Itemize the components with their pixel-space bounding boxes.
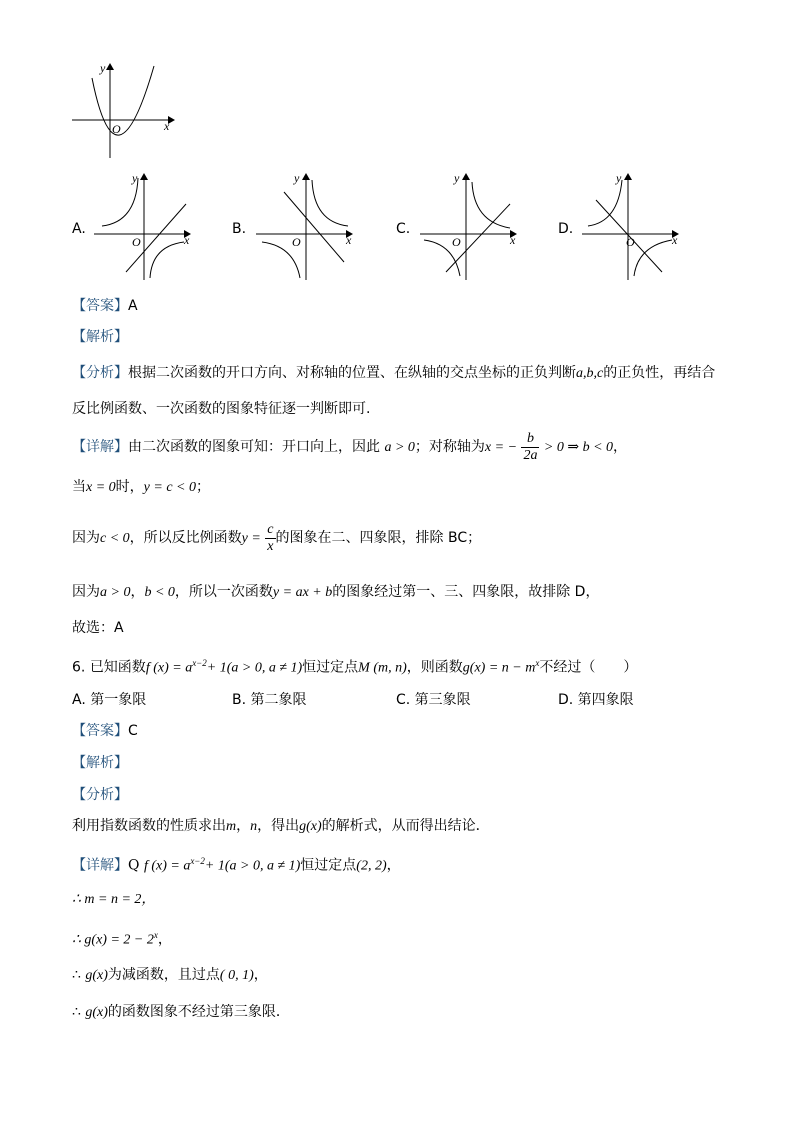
q5-answer-line [72, 297, 138, 315]
origin-label: O [112, 122, 121, 136]
answer-value: A [128, 298, 138, 314]
hyperbola-branch-lower-right [150, 242, 184, 278]
parabola-curve [92, 66, 154, 135]
svg-text:x: x [510, 233, 516, 247]
q6-decreasing-line: ∴ g(x)为减函数，且过点( 0, 1)， [72, 967, 268, 983]
detail-tag: 【详解】 [72, 857, 128, 874]
main-parabola-figure [68, 58, 180, 162]
hyperbola-branch-upper-left [588, 180, 622, 226]
option-d-label: D. [558, 221, 574, 237]
fraction-b-over-2a: $\frac{b}{2a}$ [523, 430, 538, 463]
svg-text:O: O [132, 235, 141, 249]
q5-choose-line: 故选：A [72, 620, 124, 636]
option-b-label: B. [232, 221, 247, 237]
option-d-figure [580, 170, 684, 282]
hyperbola-branch-upper-right [472, 182, 510, 228]
q6-answer-line [72, 722, 138, 740]
q5-because-line1: 因为c < 0，所以反比例函数y = $\frac{c}{x}$ 的图象在二、四象限，排除 BC； [72, 521, 482, 554]
q6-option-c[interactable]: C. 第三象限 [396, 692, 471, 708]
option-a-figure [92, 170, 196, 282]
fraction-c-over-x: $\frac{c}{x}$ [267, 521, 274, 554]
q6-g-line: ∴ $g(x) = 2 - 2^x$， [72, 930, 172, 948]
answer-tag: 【答案】 [72, 298, 128, 314]
svg-text:y: y [132, 171, 138, 185]
svg-text:y: y [294, 171, 300, 185]
q5-analysis-tag: 【解析】 [72, 329, 128, 345]
q6-mn-line: ∴ m = n = 2， [72, 892, 156, 907]
svg-text:x: x [184, 233, 190, 247]
y-label: y [100, 61, 106, 75]
option-b-figure [254, 170, 358, 282]
hyperbola-branch-lower-right [634, 240, 672, 276]
svg-text:O: O [626, 235, 635, 249]
hyperbola-branch-upper-right [312, 180, 348, 226]
q6-final-line: ∴ g(x)的函数图象不经过第三象限． [72, 1004, 290, 1020]
q5-fenxi-line2: 反比例函数、一次函数的图象特征逐一判断即可. [72, 401, 371, 417]
option-c-label: C. [396, 221, 411, 237]
q6-option-a[interactable]: A. 第一象限 [72, 692, 147, 708]
option-a-label: A. [72, 221, 86, 237]
svg-text:y: y [454, 171, 460, 185]
svg-text:O: O [292, 235, 301, 249]
q6-stem: 6. 已知函数f $(x) = a^{x-2}+ 1(a > 0$, a ≠ 1)恒过定点M (m, n)，则函数$g(x) = n - m^x$不经过（ ） [72, 658, 638, 676]
fenxi-tag: 【分析】 [72, 365, 128, 381]
svg-text:y: y [616, 171, 622, 185]
q6-option-d[interactable]: D. 第四象限 [558, 692, 634, 708]
option-c-figure [418, 170, 522, 282]
q6-detail-line: 【详解】Q f $(x) = a^{x-2}+ 1(a > 0$, a ≠ 1)恒过定点(2, 2)， [72, 856, 401, 874]
x-label: x [164, 119, 170, 133]
q6-option-b[interactable]: B. 第二象限 [232, 692, 307, 708]
q5-fenxi-line1: 【分析】根据二次函数的开口方向、对称轴的位置、在纵轴的交点坐标的正负判断a,b,c的正负性，再结合 [72, 365, 716, 381]
q5-when-line: 当x = 0时，y = c < 0； [72, 479, 210, 495]
answer-value: C [128, 723, 138, 739]
q6-analysis-tag: 【解析】 [72, 755, 128, 771]
svg-text:x: x [672, 233, 678, 247]
q5-because-line2: 因为a > 0，b < 0，所以一次函数y = ax + b的图象经过第一、三、四象限，故排除 D， [72, 584, 600, 600]
q5-detail-line: 【详解】由二次函数的图象可知：开口向上，因此 a > 0；对称轴为x = − $\frac{b}{2a}$ > 0 ⇒ b < 0， [72, 430, 628, 463]
q6-fenxi-tag: 【分析】 [72, 787, 128, 803]
svg-text:x: x [346, 233, 352, 247]
detail-tag: 【详解】 [72, 439, 128, 455]
line-graph [284, 192, 344, 262]
svg-text:O: O [452, 235, 461, 249]
answer-tag: 【答案】 [72, 723, 128, 739]
q6-fenxi-text: 利用指数函数的性质求出m，n，得出g(x)的解析式，从而得出结论． [72, 818, 490, 834]
hyperbola-branch-upper-left [102, 178, 138, 226]
